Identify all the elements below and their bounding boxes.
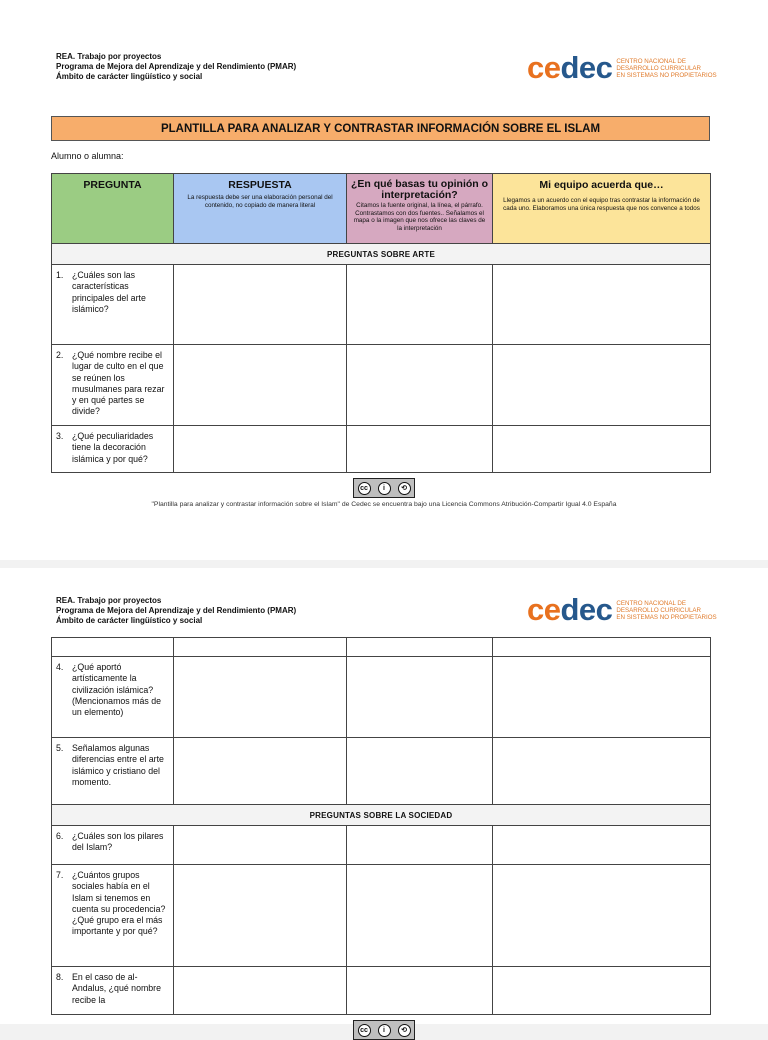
logo-part-2: dec <box>560 592 613 627</box>
basis-cell[interactable] <box>347 345 493 426</box>
col-equipo: Mi equipo acuerda que… Llegamos a un acuerdo con el equipo tras contrastar la información de cada uno. Elaboramos una única respuesta que nos convence a todos <box>493 174 711 244</box>
analysis-table-continued <box>51 637 711 1015</box>
document-title: PLANTILLA PARA ANALIZAR Y CONTRASTAR INFORMACIÓN SOBRE EL ISLAM <box>51 116 710 141</box>
student-name-label: Alumno o alumna: <box>51 151 124 161</box>
header-line-3: Ámbito de carácter lingüístico y social <box>56 72 203 81</box>
col-respuesta: RESPUESTA La respuesta debe ser una elaboración personal del contenido, no copiado de manera literal <box>174 174 347 244</box>
share-alike-icon: ⟲ <box>398 482 411 495</box>
team-cell[interactable] <box>493 345 711 426</box>
cc-icon: cc <box>358 482 371 495</box>
col-base: ¿En qué basas tu opinión o interpretación? Citamos la fuente original, la línea, el párrafo. Contrastamos con dos fuentes.. Señalamos el mapa o la imagen que nos ofrece las claves de la interpretación <box>347 174 493 244</box>
basis-cell[interactable] <box>347 738 493 805</box>
basis-cell[interactable] <box>347 265 493 345</box>
table-row <box>52 426 711 473</box>
share-alike-icon: ⟲ <box>398 1024 411 1037</box>
question-cell: 2. ¿Qué nombre recibe el lugar de culto en el que se reúnen los musulmanes para rezar y en qué partes se divide? <box>52 345 174 426</box>
question-cell: 6. ¿Cuáles son los pilares del Islam? <box>52 826 174 865</box>
analysis-table <box>51 173 711 473</box>
logo-part-2: dec <box>560 50 613 85</box>
basis-cell[interactable] <box>347 657 493 738</box>
basis-cell[interactable] <box>347 426 493 473</box>
team-cell[interactable] <box>493 967 711 1015</box>
logo-sub-3: EN SISTEMAS NO PROPIETARIOS <box>616 613 717 621</box>
section-title-arte: PREGUNTAS SOBRE ARTE <box>52 244 711 265</box>
table-row <box>52 657 711 738</box>
header-line-2: Programa de Mejora del Aprendizaje y del Rendimiento (PMAR) <box>56 606 297 615</box>
table-row <box>52 967 711 1015</box>
table-row <box>52 638 711 657</box>
document-header <box>56 596 296 626</box>
answer-cell[interactable] <box>174 345 347 426</box>
logo-sub-3: EN SISTEMAS NO PROPIETARIOS <box>616 71 717 79</box>
header-line-1: REA. Trabajo por proyectos <box>56 596 162 605</box>
team-cell[interactable] <box>493 426 711 473</box>
page-2 <box>0 568 768 1034</box>
question-cell: 3. ¿Qué peculiaridades tiene la decoración islámica y por qué? <box>52 426 174 473</box>
logo-sub-1: CENTRO NACIONAL DE <box>616 599 686 607</box>
document-header <box>56 52 296 82</box>
cc-license-icon <box>353 1020 415 1040</box>
license-text: "Plantilla para analizar y contrastar información sobre el Islam" de Cedec se encuentra bajo una Licencia Commons Atribución-Compartir Igual 4.0 España <box>151 501 617 508</box>
logo-part-1: ce <box>527 592 561 627</box>
table-row <box>52 265 711 345</box>
table-header-row <box>52 174 711 244</box>
logo-sub-1: CENTRO NACIONAL DE <box>616 57 686 65</box>
table-row <box>52 865 711 967</box>
answer-cell[interactable] <box>174 657 347 738</box>
answer-cell[interactable] <box>174 265 347 345</box>
header-line-1: REA. Trabajo por proyectos <box>56 52 162 61</box>
section-row-sociedad <box>52 805 711 826</box>
answer-cell[interactable] <box>174 967 347 1015</box>
team-cell[interactable] <box>493 865 711 967</box>
col-pregunta: PREGUNTA <box>52 174 174 244</box>
basis-cell[interactable] <box>347 967 493 1015</box>
cc-license-icon <box>353 478 415 498</box>
cedec-logo <box>527 592 717 627</box>
logo-sub-2: DESARROLLO CURRICULAR <box>616 606 701 614</box>
question-cell: 5. Señalamos algunas diferencias entre el arte islámico y cristiano del momento. <box>52 738 174 805</box>
team-cell[interactable] <box>493 738 711 805</box>
answer-cell[interactable] <box>174 865 347 967</box>
cc-icon: cc <box>358 1024 371 1037</box>
answer-cell[interactable] <box>174 738 347 805</box>
table-row <box>52 826 711 865</box>
basis-cell[interactable] <box>347 826 493 865</box>
table-row <box>52 345 711 426</box>
header-line-2: Programa de Mejora del Aprendizaje y del Rendimiento (PMAR) <box>56 62 297 71</box>
answer-cell[interactable] <box>174 826 347 865</box>
logo-part-1: ce <box>527 50 561 85</box>
team-cell[interactable] <box>493 657 711 738</box>
team-cell[interactable] <box>493 826 711 865</box>
section-title-sociedad: PREGUNTAS SOBRE LA SOCIEDAD <box>52 805 711 826</box>
question-cell: 8. En el caso de al-Andalus, ¿qué nombre recibe la <box>52 967 174 1015</box>
question-cell: 7. ¿Cuántos grupos sociales había en el Islam si tenemos en cuenta su procedencia? ¿Qué grupo era el más importante y por qué? <box>52 865 174 967</box>
question-cell: 4. ¿Qué aportó artísticamente la civilización islámica? (Mencionamos más de un elemento) <box>52 657 174 738</box>
team-cell[interactable] <box>493 265 711 345</box>
header-line-3: Ámbito de carácter lingüístico y social <box>56 616 203 625</box>
attribution-icon: i <box>378 1024 391 1037</box>
table-row <box>52 738 711 805</box>
section-row-arte <box>52 244 711 265</box>
attribution-icon: i <box>378 482 391 495</box>
question-cell: 1. ¿Cuáles son las características principales del arte islámico? <box>52 265 174 345</box>
answer-cell[interactable] <box>174 426 347 473</box>
basis-cell[interactable] <box>347 865 493 967</box>
logo-sub-2: DESARROLLO CURRICULAR <box>616 64 701 72</box>
cedec-logo <box>527 50 717 85</box>
